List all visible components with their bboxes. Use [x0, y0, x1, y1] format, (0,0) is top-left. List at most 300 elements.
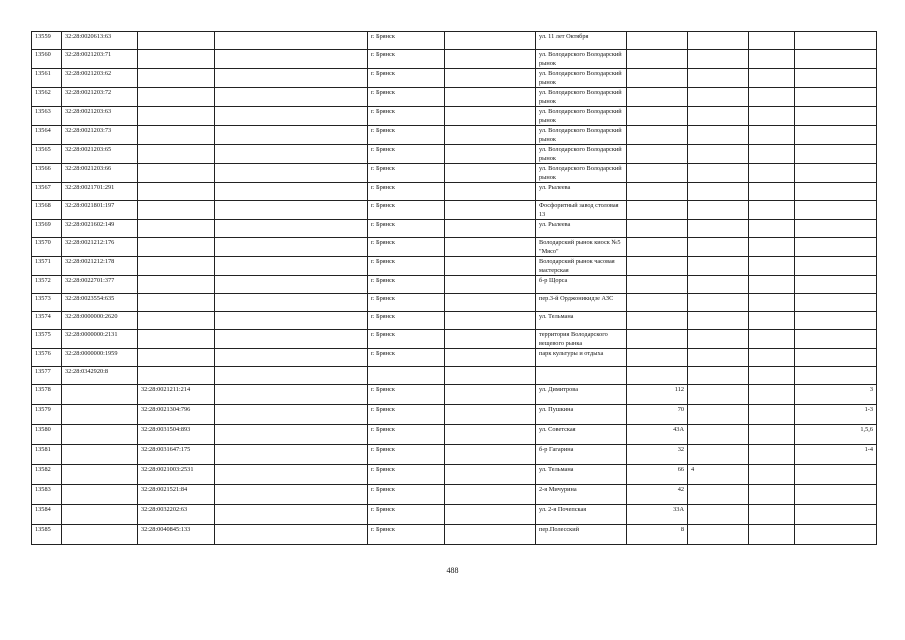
- cadastral-number-building-cell: [138, 238, 215, 257]
- column-6-cell: [445, 367, 536, 385]
- column-10-cell: [749, 164, 795, 183]
- locality-cell: г. Брянск: [368, 405, 445, 425]
- locality-cell: г. Брянск: [368, 294, 445, 312]
- column-4-cell: [215, 294, 368, 312]
- column-4-cell: [215, 238, 368, 257]
- column-4-cell: [215, 349, 368, 367]
- building-number-cell: [688, 32, 749, 50]
- building-number-cell: [688, 505, 749, 525]
- locality-cell: г. Брянск: [368, 50, 445, 69]
- locality-cell: г. Брянск: [368, 220, 445, 238]
- cadastral-number-land-cell: 32:28:0021701:291: [62, 183, 138, 201]
- cadastral-number-land-cell: [62, 385, 138, 405]
- house-number-cell: 33А: [627, 505, 688, 525]
- column-4-cell: [215, 425, 368, 445]
- column-4-cell: [215, 126, 368, 145]
- premises-cell: 3: [795, 385, 877, 405]
- building-number-cell: [688, 405, 749, 425]
- locality-cell: г. Брянск: [368, 505, 445, 525]
- column-4-cell: [215, 445, 368, 465]
- house-number-cell: [627, 32, 688, 50]
- cadastral-number-land-cell: 32:28:0342920:8: [62, 367, 138, 385]
- house-number-cell: [627, 107, 688, 126]
- cadastral-number-building-cell: 32:28:0021003:2531: [138, 465, 215, 485]
- column-10-cell: [749, 107, 795, 126]
- record-number-cell: 13574: [32, 312, 62, 330]
- building-number-cell: [688, 276, 749, 294]
- record-number-cell: 13559: [32, 32, 62, 50]
- building-number-cell: [688, 330, 749, 349]
- table-row: [32, 220, 877, 238]
- record-number-cell: 13571: [32, 257, 62, 276]
- column-4-cell: [215, 276, 368, 294]
- column-4-cell: [215, 50, 368, 69]
- building-number-cell: [688, 349, 749, 367]
- cadastral-number-land-cell: 32:28:0000000:2620: [62, 312, 138, 330]
- cadastral-number-land-cell: 32:28:0021602:149: [62, 220, 138, 238]
- column-4-cell: [215, 312, 368, 330]
- cadastral-number-building-cell: [138, 50, 215, 69]
- house-number-cell: [627, 88, 688, 107]
- building-number-cell: [688, 145, 749, 164]
- premises-cell: [795, 88, 877, 107]
- column-10-cell: [749, 50, 795, 69]
- locality-cell: г. Брянск: [368, 312, 445, 330]
- table-row: [32, 485, 877, 505]
- column-6-cell: [445, 50, 536, 69]
- building-number-cell: [688, 164, 749, 183]
- premises-cell: [795, 330, 877, 349]
- column-4-cell: [215, 465, 368, 485]
- column-6-cell: [445, 425, 536, 445]
- column-10-cell: [749, 385, 795, 405]
- address-cell: ул. Володарского Володарский рынок: [536, 126, 627, 145]
- address-cell: ул. Володарского Володарский рынок: [536, 164, 627, 183]
- premises-cell: [795, 126, 877, 145]
- record-number-cell: 13566: [32, 164, 62, 183]
- building-number-cell: [688, 257, 749, 276]
- address-cell: б-р Щорса: [536, 276, 627, 294]
- registry-table: [31, 31, 877, 545]
- column-4-cell: [215, 525, 368, 545]
- address-cell: ул. Советская: [536, 425, 627, 445]
- cadastral-number-land-cell: 32:28:0000000:2131: [62, 330, 138, 349]
- record-number-cell: 13572: [32, 276, 62, 294]
- column-6-cell: [445, 183, 536, 201]
- column-10-cell: [749, 465, 795, 485]
- record-number-cell: 13567: [32, 183, 62, 201]
- record-number-cell: 13570: [32, 238, 62, 257]
- cadastral-number-building-cell: [138, 220, 215, 238]
- page-number: 488: [446, 566, 459, 575]
- cadastral-number-land-cell: [62, 405, 138, 425]
- column-10-cell: [749, 276, 795, 294]
- cadastral-number-building-cell: [138, 164, 215, 183]
- locality-cell: г. Брянск: [368, 276, 445, 294]
- house-number-cell: 8: [627, 525, 688, 545]
- column-10-cell: [749, 88, 795, 107]
- cadastral-number-land-cell: [62, 465, 138, 485]
- column-6-cell: [445, 276, 536, 294]
- building-number-cell: [688, 220, 749, 238]
- column-10-cell: [749, 330, 795, 349]
- cadastral-number-building-cell: [138, 349, 215, 367]
- column-10-cell: [749, 405, 795, 425]
- house-number-cell: [627, 349, 688, 367]
- premises-cell: [795, 349, 877, 367]
- table-row: [32, 276, 877, 294]
- column-6-cell: [445, 257, 536, 276]
- house-number-cell: [627, 126, 688, 145]
- address-cell: ул. Пушкина: [536, 405, 627, 425]
- record-number-cell: 13573: [32, 294, 62, 312]
- building-number-cell: [688, 201, 749, 220]
- column-4-cell: [215, 367, 368, 385]
- cadastral-number-building-cell: [138, 312, 215, 330]
- locality-cell: г. Брянск: [368, 465, 445, 485]
- cadastral-number-building-cell: [138, 88, 215, 107]
- locality-cell: г. Брянск: [368, 385, 445, 405]
- cadastral-number-building-cell: [138, 126, 215, 145]
- table-row: [32, 367, 877, 385]
- table-row: [32, 126, 877, 145]
- house-number-cell: [627, 183, 688, 201]
- premises-cell: [795, 107, 877, 126]
- column-6-cell: [445, 330, 536, 349]
- column-6-cell: [445, 385, 536, 405]
- table-row: [32, 465, 877, 485]
- cadastral-number-building-cell: [138, 145, 215, 164]
- column-6-cell: [445, 201, 536, 220]
- premises-cell: [795, 257, 877, 276]
- table-row: [32, 425, 877, 445]
- locality-cell: г. Брянск: [368, 257, 445, 276]
- column-6-cell: [445, 126, 536, 145]
- table-row: [32, 145, 877, 164]
- column-6-cell: [445, 164, 536, 183]
- column-10-cell: [749, 145, 795, 164]
- address-cell: пер.Полесский: [536, 525, 627, 545]
- building-number-cell: [688, 88, 749, 107]
- record-number-cell: 13563: [32, 107, 62, 126]
- column-4-cell: [215, 485, 368, 505]
- column-4-cell: [215, 220, 368, 238]
- cadastral-number-building-cell: 32:28:0021211:214: [138, 385, 215, 405]
- table-row: [32, 164, 877, 183]
- address-cell: ул. Володарского Володарский рынок: [536, 107, 627, 126]
- house-number-cell: [627, 367, 688, 385]
- house-number-cell: [627, 50, 688, 69]
- building-number-cell: [688, 69, 749, 88]
- cadastral-number-land-cell: 32:28:0021203:72: [62, 88, 138, 107]
- premises-cell: [795, 164, 877, 183]
- premises-cell: [795, 312, 877, 330]
- column-10-cell: [749, 349, 795, 367]
- record-number-cell: 13583: [32, 485, 62, 505]
- building-number-cell: [688, 238, 749, 257]
- record-number-cell: 13580: [32, 425, 62, 445]
- locality-cell: г. Брянск: [368, 69, 445, 88]
- cadastral-number-land-cell: [62, 425, 138, 445]
- cadastral-number-building-cell: [138, 330, 215, 349]
- cadastral-number-land-cell: 32:28:0021203:73: [62, 126, 138, 145]
- column-6-cell: [445, 405, 536, 425]
- column-4-cell: [215, 405, 368, 425]
- column-6-cell: [445, 312, 536, 330]
- column-10-cell: [749, 294, 795, 312]
- building-number-cell: [688, 445, 749, 465]
- cadastral-number-land-cell: 32:28:0021801:197: [62, 201, 138, 220]
- cadastral-number-building-cell: [138, 107, 215, 126]
- cadastral-number-land-cell: 32:28:0020613:63: [62, 32, 138, 50]
- house-number-cell: 32: [627, 445, 688, 465]
- column-4-cell: [215, 183, 368, 201]
- column-10-cell: [749, 505, 795, 525]
- cadastral-number-building-cell: 32:28:0031647:175: [138, 445, 215, 465]
- column-4-cell: [215, 69, 368, 88]
- premises-cell: 1,5,6: [795, 425, 877, 445]
- table-row: [32, 330, 877, 349]
- record-number-cell: 13585: [32, 525, 62, 545]
- table-row: [32, 312, 877, 330]
- table-row: [32, 50, 877, 69]
- record-number-cell: 13576: [32, 349, 62, 367]
- cadastral-number-land-cell: [62, 485, 138, 505]
- address-cell: ул. Рылеева: [536, 220, 627, 238]
- table-row: [32, 525, 877, 545]
- address-cell: [536, 367, 627, 385]
- cadastral-number-building-cell: [138, 367, 215, 385]
- record-number-cell: 13562: [32, 88, 62, 107]
- locality-cell: г. Брянск: [368, 32, 445, 50]
- table-row: [32, 107, 877, 126]
- record-number-cell: 13564: [32, 126, 62, 145]
- cadastral-number-building-cell: [138, 276, 215, 294]
- locality-cell: г. Брянск: [368, 201, 445, 220]
- address-cell: парк культуры и отдыха: [536, 349, 627, 367]
- cadastral-number-building-cell: [138, 32, 215, 50]
- record-number-cell: 13561: [32, 69, 62, 88]
- locality-cell: г. Брянск: [368, 238, 445, 257]
- cadastral-number-building-cell: [138, 294, 215, 312]
- house-number-cell: [627, 145, 688, 164]
- column-10-cell: [749, 425, 795, 445]
- address-cell: ул. 2-я Почепская: [536, 505, 627, 525]
- address-cell: ул. Димитрова: [536, 385, 627, 405]
- cadastral-number-land-cell: [62, 445, 138, 465]
- building-number-cell: 4: [688, 465, 749, 485]
- locality-cell: г. Брянск: [368, 445, 445, 465]
- address-cell: б-р Гагарина: [536, 445, 627, 465]
- locality-cell: г. Брянск: [368, 164, 445, 183]
- column-6-cell: [445, 349, 536, 367]
- premises-cell: [795, 201, 877, 220]
- premises-cell: [795, 50, 877, 69]
- record-number-cell: 13579: [32, 405, 62, 425]
- address-cell: Володарский рынок часовая мастерская: [536, 257, 627, 276]
- column-4-cell: [215, 107, 368, 126]
- house-number-cell: [627, 257, 688, 276]
- table-row: [32, 32, 877, 50]
- column-4-cell: [215, 164, 368, 183]
- premises-cell: [795, 238, 877, 257]
- record-number-cell: 13581: [32, 445, 62, 465]
- table-row: [32, 88, 877, 107]
- building-number-cell: [688, 183, 749, 201]
- column-10-cell: [749, 126, 795, 145]
- address-cell: ул. Володарского Володарский рынок: [536, 88, 627, 107]
- address-cell: Фосфоритный завод столовая 13: [536, 201, 627, 220]
- table-row: [32, 201, 877, 220]
- building-number-cell: [688, 50, 749, 69]
- cadastral-number-land-cell: 32:28:0021203:62: [62, 69, 138, 88]
- house-number-cell: [627, 294, 688, 312]
- locality-cell: г. Брянск: [368, 145, 445, 164]
- house-number-cell: [627, 164, 688, 183]
- house-number-cell: [627, 69, 688, 88]
- premises-cell: [795, 485, 877, 505]
- building-number-cell: [688, 485, 749, 505]
- column-6-cell: [445, 485, 536, 505]
- table-row: [32, 294, 877, 312]
- column-10-cell: [749, 445, 795, 465]
- premises-cell: [795, 294, 877, 312]
- house-number-cell: 42: [627, 485, 688, 505]
- record-number-cell: 13578: [32, 385, 62, 405]
- building-number-cell: [688, 107, 749, 126]
- table-row: [32, 257, 877, 276]
- locality-cell: г. Брянск: [368, 183, 445, 201]
- cadastral-number-land-cell: [62, 505, 138, 525]
- premises-cell: [795, 220, 877, 238]
- record-number-cell: 13568: [32, 201, 62, 220]
- locality-cell: г. Брянск: [368, 485, 445, 505]
- house-number-cell: [627, 276, 688, 294]
- cadastral-number-land-cell: 32:28:0021203:65: [62, 145, 138, 164]
- address-cell: ул. Володарского Володарский рынок: [536, 145, 627, 164]
- table-row: [32, 505, 877, 525]
- column-6-cell: [445, 238, 536, 257]
- address-cell: 2-я Мичурина: [536, 485, 627, 505]
- column-4-cell: [215, 385, 368, 405]
- locality-cell: г. Брянск: [368, 525, 445, 545]
- column-6-cell: [445, 145, 536, 164]
- column-4-cell: [215, 88, 368, 107]
- building-number-cell: [688, 425, 749, 445]
- column-4-cell: [215, 257, 368, 276]
- cadastral-number-building-cell: [138, 183, 215, 201]
- column-10-cell: [749, 485, 795, 505]
- table-row: [32, 183, 877, 201]
- record-number-cell: 13560: [32, 50, 62, 69]
- table-row: [32, 445, 877, 465]
- locality-cell: г. Брянск: [368, 330, 445, 349]
- column-4-cell: [215, 330, 368, 349]
- cadastral-number-building-cell: 32:28:0021521:84: [138, 485, 215, 505]
- column-10-cell: [749, 201, 795, 220]
- locality-cell: [368, 367, 445, 385]
- table-row: [32, 69, 877, 88]
- house-number-cell: [627, 220, 688, 238]
- record-number-cell: 13584: [32, 505, 62, 525]
- address-cell: ул. Тельмана: [536, 312, 627, 330]
- building-number-cell: [688, 525, 749, 545]
- column-6-cell: [445, 445, 536, 465]
- address-cell: ул. Рылеева: [536, 183, 627, 201]
- column-10-cell: [749, 183, 795, 201]
- column-6-cell: [445, 220, 536, 238]
- table-body: [32, 32, 877, 545]
- column-6-cell: [445, 69, 536, 88]
- building-number-cell: [688, 312, 749, 330]
- house-number-cell: [627, 201, 688, 220]
- locality-cell: г. Брянск: [368, 349, 445, 367]
- cadastral-number-building-cell: 32:28:0021304:796: [138, 405, 215, 425]
- premises-cell: 1-4: [795, 445, 877, 465]
- premises-cell: [795, 183, 877, 201]
- house-number-cell: 43А: [627, 425, 688, 445]
- column-6-cell: [445, 88, 536, 107]
- cadastral-number-building-cell: [138, 201, 215, 220]
- record-number-cell: 13575: [32, 330, 62, 349]
- record-number-cell: 13582: [32, 465, 62, 485]
- column-10-cell: [749, 367, 795, 385]
- building-number-cell: [688, 126, 749, 145]
- column-10-cell: [749, 257, 795, 276]
- house-number-cell: 112: [627, 385, 688, 405]
- column-4-cell: [215, 145, 368, 164]
- column-4-cell: [215, 505, 368, 525]
- cadastral-number-land-cell: 32:28:0000000:1959: [62, 349, 138, 367]
- cadastral-number-land-cell: 32:28:0021212:178: [62, 257, 138, 276]
- premises-cell: 1-3: [795, 405, 877, 425]
- cadastral-number-building-cell: 32:28:0040845:133: [138, 525, 215, 545]
- cadastral-number-land-cell: 32:28:0021203:66: [62, 164, 138, 183]
- house-number-cell: [627, 330, 688, 349]
- table-row: [32, 349, 877, 367]
- premises-cell: [795, 367, 877, 385]
- locality-cell: г. Брянск: [368, 425, 445, 445]
- column-6-cell: [445, 465, 536, 485]
- house-number-cell: 66: [627, 465, 688, 485]
- cadastral-number-land-cell: 32:28:0021212:176: [62, 238, 138, 257]
- record-number-cell: 13569: [32, 220, 62, 238]
- record-number-cell: 13577: [32, 367, 62, 385]
- column-10-cell: [749, 238, 795, 257]
- column-4-cell: [215, 201, 368, 220]
- address-cell: ул. Володарского Володарский рынок: [536, 50, 627, 69]
- address-cell: территория Володарского вещевого рынка: [536, 330, 627, 349]
- locality-cell: г. Брянск: [368, 107, 445, 126]
- locality-cell: г. Брянск: [368, 126, 445, 145]
- address-cell: ул. 11 лет Октября: [536, 32, 627, 50]
- house-number-cell: [627, 312, 688, 330]
- column-4-cell: [215, 32, 368, 50]
- column-10-cell: [749, 32, 795, 50]
- building-number-cell: [688, 294, 749, 312]
- cadastral-number-land-cell: [62, 525, 138, 545]
- column-6-cell: [445, 107, 536, 126]
- column-6-cell: [445, 525, 536, 545]
- record-number-cell: 13565: [32, 145, 62, 164]
- address-cell: ул. Тельмана: [536, 465, 627, 485]
- building-number-cell: [688, 385, 749, 405]
- premises-cell: [795, 525, 877, 545]
- cadastral-number-building-cell: [138, 257, 215, 276]
- building-number-cell: [688, 367, 749, 385]
- premises-cell: [795, 145, 877, 164]
- cadastral-number-land-cell: 32:28:0021203:63: [62, 107, 138, 126]
